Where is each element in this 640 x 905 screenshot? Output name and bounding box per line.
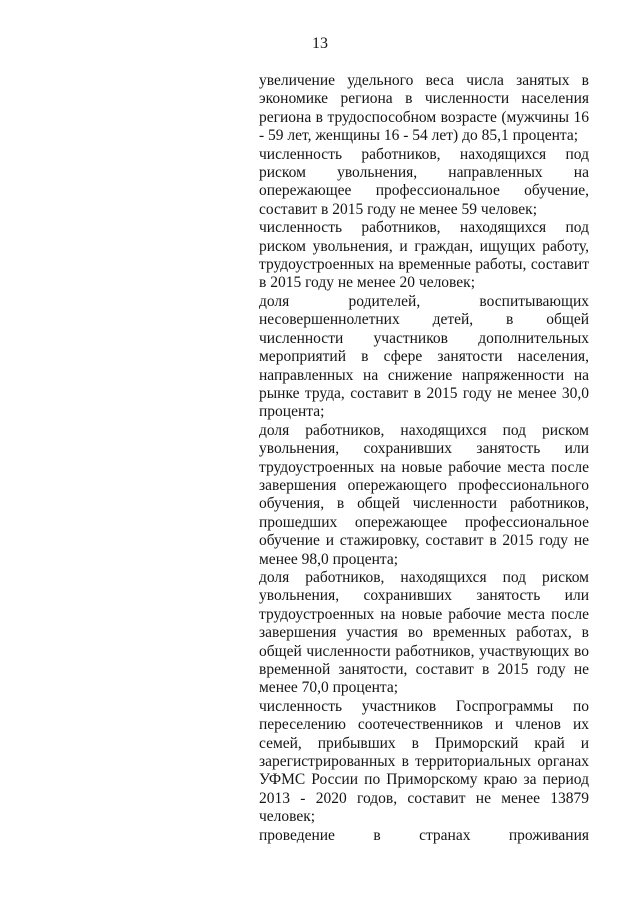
- page-number: 13: [312, 35, 328, 52]
- paragraph-continued: проведение в странах проживания: [259, 826, 589, 844]
- document-body: [259, 72, 589, 845]
- paragraph-advance-training: численность работников, находящихся под риском увольнения, направленных на опережающее профессиональное обучение, составит в 2015 году не менее 59 человек;: [259, 145, 589, 218]
- paragraph-retained-after-temporary-work: доля работников, находящихся под риском увольнения, сохранивших занятость или трудоустроенных на новые рабочие места после завершения участия во временных работах, в общей численности работников, участвующих во временной занятости, составит в 2015 году не менее 70,0 процента;: [259, 568, 589, 697]
- paragraph-parents-share: доля родителей, воспитывающих несовершеннолетних детей, в общей численности участников дополнительных мероприятий в сфере занятости населения, направленных на снижение напряженности на рынке труда, составит в 2015 году не менее 30,0 процента;: [259, 292, 589, 421]
- paragraph-retained-after-training: доля работников, находящихся под риском увольнения, сохранивших занятость или трудоустроенных на новые рабочие места после завершения опережающего профессионального обучения, в общей численности работников, прошедших опережающее профессиональное обучение и стажировку, составит в 2015 году не менее 98,0 процента;: [259, 421, 589, 568]
- paragraph-compatriots-program: численность участников Госпрограммы по переселению соотечественников и членов их семей, прибывших в Приморский край и зарегистрированных в территориальных органах УФМС России по Приморскому краю за период 2013 - 2020 годов, составит не менее 13879 человек;: [259, 697, 589, 826]
- paragraph-temporary-jobs: численность работников, находящихся под риском увольнения, и граждан, ищущих работу, трудоустроенных на временные работы, составит в 2015 году не менее 20 человек;: [259, 219, 589, 292]
- paragraph-employment-share: увеличение удельного веса числа занятых в экономике региона в численности населения региона в трудоспособном возрасте (мужчины 16 - 59 лет, женщины 16 - 54 лет) до 85,1 процента;: [259, 72, 589, 145]
